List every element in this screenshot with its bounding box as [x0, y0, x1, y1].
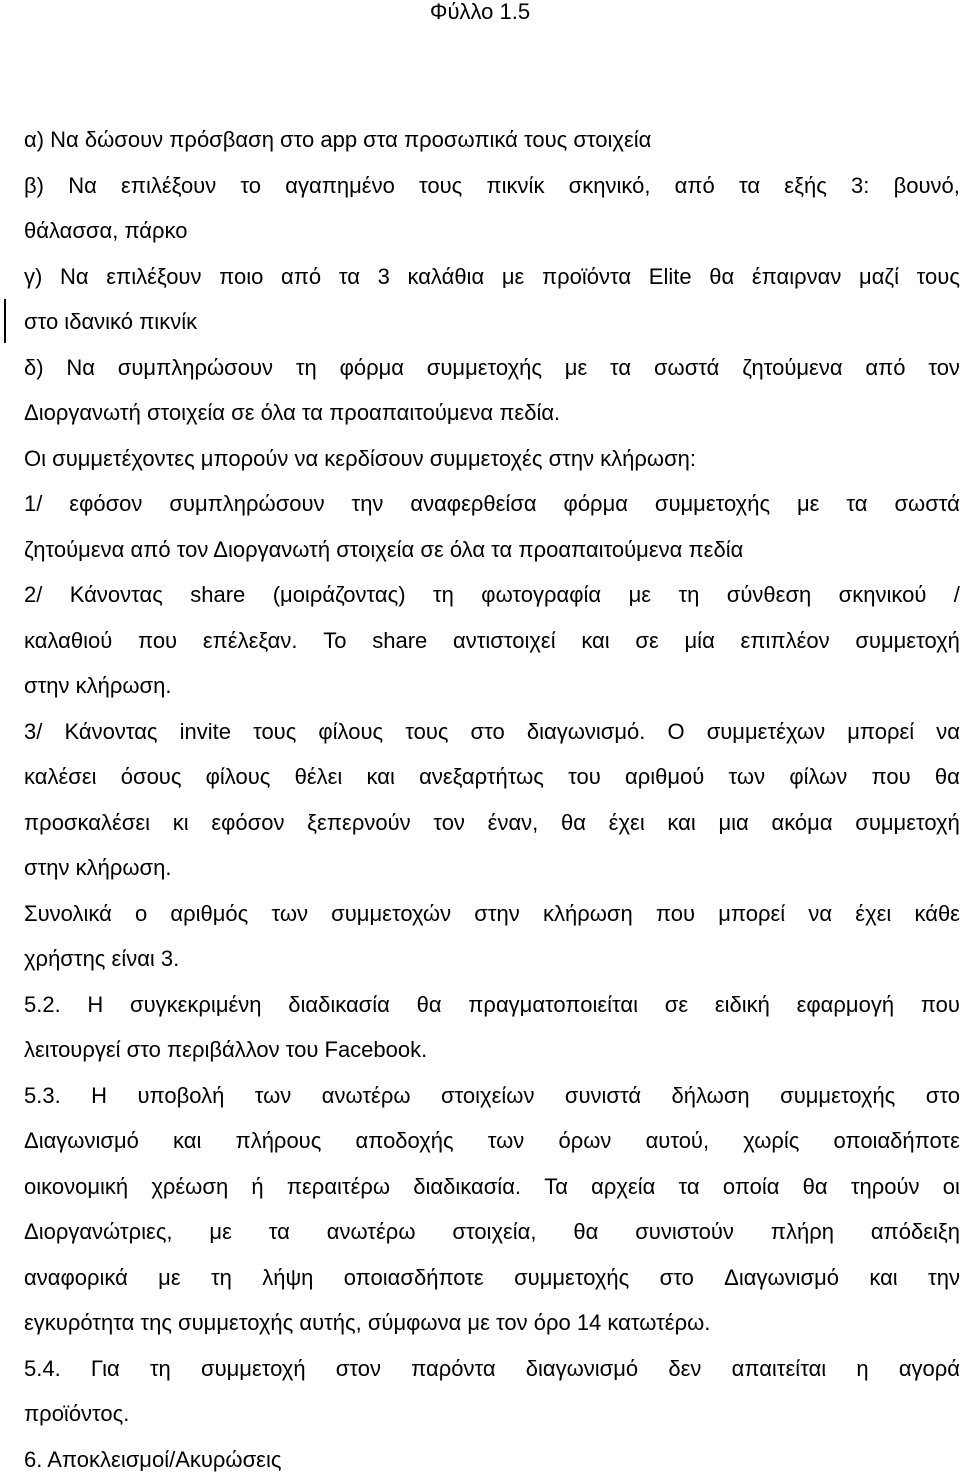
word: αριθμός: [170, 891, 248, 937]
word: αγαπημένο: [285, 163, 395, 209]
word: αυτού,: [646, 1118, 710, 1164]
word: share: [372, 618, 427, 664]
word: τα: [610, 345, 631, 391]
word: θα: [709, 254, 734, 300]
word: αποδοχής: [355, 1118, 453, 1164]
text-line: [24, 1118, 960, 1164]
word: από: [675, 163, 715, 209]
word: invite: [180, 709, 231, 755]
word: έπαιρναν: [752, 254, 842, 300]
word: φόρμα: [564, 481, 628, 527]
word: ο: [135, 891, 147, 937]
word: Διοργανώτριες,: [24, 1209, 173, 1255]
word: μία: [685, 618, 715, 664]
word: οποιαδήποτε: [834, 1118, 960, 1164]
word: θέλει: [295, 754, 343, 800]
text-line: Οι συμμετέχοντες μπορούν να κερδίσουν συμμετοχές στην κλήρωση:: [24, 436, 960, 482]
word: φωτογραφία: [481, 572, 601, 618]
word: και: [869, 1255, 897, 1301]
text-line: [24, 163, 960, 209]
text-line: χρήστης είναι 3.: [24, 936, 960, 982]
word: 3: [378, 254, 390, 300]
word: με: [797, 481, 819, 527]
word: φίλων: [789, 754, 847, 800]
word: ανωτέρω: [322, 1073, 411, 1119]
text-line: στην κλήρωση.: [24, 845, 960, 891]
word: κάθε: [915, 891, 960, 937]
text-line: [24, 1073, 960, 1119]
word: αρχεία: [591, 1164, 655, 1210]
word: υποβολή: [137, 1073, 224, 1119]
word: όρων: [558, 1118, 611, 1164]
word: και: [173, 1118, 201, 1164]
word: συνιστούν: [635, 1209, 734, 1255]
word: σκηνικό,: [569, 163, 651, 209]
word: τους: [405, 709, 448, 755]
word: 3/: [24, 709, 42, 755]
word: τα: [269, 1209, 290, 1255]
word: εξής: [784, 163, 827, 209]
word: τα: [846, 481, 867, 527]
word: Διαγωνισμό: [724, 1255, 839, 1301]
word: πλήρη: [771, 1209, 834, 1255]
word: τους: [917, 254, 960, 300]
word: τη: [211, 1255, 232, 1301]
word: συμμετοχής: [655, 481, 770, 527]
word: συμμετοχής: [427, 345, 542, 391]
word: των: [729, 754, 766, 800]
text-line: [24, 618, 960, 664]
word: καλέσει: [24, 754, 97, 800]
word: ακόμα: [771, 800, 832, 846]
word: Το: [323, 618, 346, 664]
word: διαγωνισμό: [526, 1346, 638, 1392]
text-line: [24, 800, 960, 846]
word: θα: [803, 1164, 828, 1210]
word: τη: [678, 572, 699, 618]
word: στο: [660, 1255, 694, 1301]
word: κι: [173, 800, 189, 846]
word: αναφερθείσα: [410, 481, 536, 527]
word: συμμετοχή: [201, 1346, 306, 1392]
text-line: λειτουργεί στο περιβάλλον του Facebook.: [24, 1027, 960, 1073]
word: στοιχεία,: [452, 1209, 536, 1255]
word: Κάνοντας: [70, 572, 163, 618]
text-line: [24, 345, 960, 391]
word: μπορεί: [847, 709, 914, 755]
word: του: [568, 754, 601, 800]
word: συμμετοχών: [331, 891, 451, 937]
text-line: [24, 572, 960, 618]
text-line: α) Να δώσουν πρόσβαση στο app στα προσωπικά τους στοιχεία: [24, 117, 960, 163]
word: που: [921, 982, 960, 1028]
word: και: [367, 754, 395, 800]
word: 5.4.: [24, 1346, 61, 1392]
text-line: [24, 709, 960, 755]
word: εφαρμογή: [797, 982, 894, 1028]
word: συμμετοχή: [855, 800, 960, 846]
word: προϊόντα: [542, 254, 631, 300]
text-line: [24, 1164, 960, 1210]
word: 3:: [851, 163, 869, 209]
word: /: [954, 572, 960, 618]
word: έναν,: [488, 800, 539, 846]
text-line: [24, 481, 960, 527]
word: πικνίκ: [486, 163, 544, 209]
word: μαζί: [859, 254, 899, 300]
word: θα: [561, 800, 586, 846]
word: καλαθιού: [24, 618, 112, 664]
word: έχει: [855, 891, 891, 937]
word: ή: [251, 1164, 263, 1210]
word: διαδικασία: [288, 982, 390, 1028]
word: φίλους: [318, 709, 383, 755]
word: τους: [419, 163, 462, 209]
word: καλάθια: [407, 254, 484, 300]
word: στην: [474, 891, 520, 937]
word: χωρίς: [743, 1118, 799, 1164]
word: φόρμα: [340, 345, 404, 391]
word: 1/: [24, 481, 42, 527]
word: δήλωση: [672, 1073, 750, 1119]
word: τους: [253, 709, 296, 755]
word: των: [488, 1118, 525, 1164]
word: την: [352, 481, 384, 527]
word: τον: [433, 800, 465, 846]
word: τη: [150, 1346, 171, 1392]
word: share: [190, 572, 245, 618]
word: συμμετοχή: [855, 618, 960, 664]
word: μια: [718, 800, 748, 846]
word: θα: [573, 1209, 598, 1255]
word: τα: [679, 1164, 700, 1210]
word: οι: [943, 1164, 960, 1210]
word: 2/: [24, 572, 42, 618]
word: μπορεί: [718, 891, 785, 937]
word: σωστά: [894, 481, 959, 527]
word: που: [656, 891, 695, 937]
word: αριθμού: [625, 754, 704, 800]
word: οποία: [723, 1164, 780, 1210]
word: να: [936, 709, 960, 755]
word: οικονομική: [24, 1164, 128, 1210]
text-line: [24, 1209, 960, 1255]
word: ειδική: [715, 982, 770, 1028]
word: απαιτείται: [732, 1346, 827, 1392]
text-line: [24, 891, 960, 937]
text-line: [24, 254, 960, 300]
word: στο: [471, 709, 505, 755]
word: (μοιράζοντας): [273, 572, 406, 618]
word: σωστά: [654, 345, 719, 391]
word: τη: [433, 572, 454, 618]
word: η: [856, 1346, 868, 1392]
word: τον: [928, 345, 960, 391]
word: παρόντα: [411, 1346, 495, 1392]
text-line: εγκυρότητα της συμμετοχής αυτής, σύμφωνα με τον όρο 14 κατωτέρω.: [24, 1300, 960, 1346]
word: συμπληρώσουν: [169, 481, 324, 527]
revision-change-bar: [4, 299, 6, 343]
word: με: [209, 1209, 231, 1255]
word: Να: [60, 254, 89, 300]
word: επιλέξουν: [106, 254, 201, 300]
word: στοιχείων: [441, 1073, 535, 1119]
word: κλήρωση: [543, 891, 633, 937]
word: Η: [91, 1073, 107, 1119]
word: συνιστά: [565, 1073, 641, 1119]
text-line: [24, 1346, 960, 1392]
word: συμμετέχων: [707, 709, 825, 755]
word: συγκεκριμένη: [130, 982, 262, 1028]
word: σύνθεση: [727, 572, 811, 618]
word: που: [872, 754, 911, 800]
word: Να: [68, 163, 97, 209]
word: εφόσον: [211, 800, 284, 846]
word: αναφορικά: [24, 1255, 128, 1301]
word: σε: [665, 982, 688, 1028]
word: από: [281, 254, 321, 300]
word: τηρούν: [851, 1164, 920, 1210]
word: με: [158, 1255, 180, 1301]
word: φίλους: [206, 754, 271, 800]
word: τα: [739, 163, 760, 209]
word: επέλεξαν.: [203, 618, 298, 664]
word: Elite: [649, 254, 692, 300]
text-line: προϊόντος.: [24, 1391, 960, 1437]
word: δ): [24, 345, 44, 391]
word: ανωτέρω: [327, 1209, 416, 1255]
document-body: [24, 117, 960, 1482]
word: λήψη: [262, 1255, 313, 1301]
word: πλήρους: [236, 1118, 322, 1164]
word: και: [581, 618, 609, 664]
word: επιπλέον: [741, 618, 830, 664]
text-line: [24, 982, 960, 1028]
word: στο: [926, 1073, 960, 1119]
word: Η: [87, 982, 103, 1028]
word: συμπληρώσουν: [118, 345, 273, 391]
word: Συνολικά: [24, 891, 112, 937]
text-line: Διοργανωτή στοιχεία σε όλα τα προαπαιτούμενα πεδία.: [24, 390, 960, 436]
word: τη: [296, 345, 317, 391]
text-line: θάλασσα, πάρκο: [24, 208, 960, 254]
word: θα: [935, 754, 960, 800]
word: θα: [417, 982, 442, 1028]
word: το: [240, 163, 261, 209]
word: που: [138, 618, 177, 664]
word: προσκαλέσει: [24, 800, 150, 846]
word: 5.2.: [24, 982, 61, 1028]
sheet-title: Φύλλο 1.5: [0, 0, 960, 27]
word: διαδικασία.: [413, 1164, 521, 1210]
word: με: [502, 254, 524, 300]
word: συμμετοχής: [780, 1073, 895, 1119]
word: Τα: [544, 1164, 568, 1210]
word: αντιστοιχεί: [453, 618, 556, 664]
word: Να: [66, 345, 95, 391]
word: Κάνοντας: [64, 709, 157, 755]
word: σε: [635, 618, 658, 664]
word: περαιτέρω: [287, 1164, 390, 1210]
word: την: [928, 1255, 960, 1301]
word: απόδειξη: [871, 1209, 960, 1255]
word: όσους: [121, 754, 182, 800]
text-line: ζητούμενα από τον Διοργανωτή στοιχεία σε όλα τα προαπαιτούμενα πεδία: [24, 527, 960, 573]
text-line: [24, 1255, 960, 1301]
word: και: [667, 800, 695, 846]
text-line: στην κλήρωση.: [24, 663, 960, 709]
word: με: [565, 345, 587, 391]
word: εφόσον: [69, 481, 142, 527]
word: Για: [91, 1346, 120, 1392]
word: δεν: [668, 1346, 701, 1392]
word: ζητούμενα: [742, 345, 842, 391]
word: ξεπερνούν: [307, 800, 410, 846]
word: αγορά: [899, 1346, 960, 1392]
word: των: [255, 1073, 292, 1119]
word: έχει: [609, 800, 645, 846]
word: βουνό,: [894, 163, 960, 209]
word: πραγματοποιείται: [468, 982, 638, 1028]
word: με: [629, 572, 651, 618]
word: σκηνικού: [839, 572, 927, 618]
word: χρέωση: [151, 1164, 228, 1210]
word: ανεξαρτήτως: [419, 754, 544, 800]
text-line: [24, 754, 960, 800]
word: από: [865, 345, 905, 391]
word: 5.3.: [24, 1073, 61, 1119]
text-line: στο ιδανικό πικνίκ: [24, 299, 960, 345]
word: Ο: [667, 709, 684, 755]
word: να: [808, 891, 832, 937]
word: συμμετοχής: [514, 1255, 629, 1301]
word: των: [271, 891, 308, 937]
word: ποιο: [219, 254, 263, 300]
word: οποιασδήποτε: [344, 1255, 484, 1301]
word: γ): [24, 254, 42, 300]
word: β): [24, 163, 44, 209]
word: τα: [339, 254, 360, 300]
word: διαγωνισμό.: [527, 709, 646, 755]
word: Διαγωνισμό: [24, 1118, 139, 1164]
word: στον: [336, 1346, 381, 1392]
text-line: 6. Αποκλεισμοί/Ακυρώσεις: [24, 1437, 960, 1482]
word: επιλέξουν: [121, 163, 216, 209]
